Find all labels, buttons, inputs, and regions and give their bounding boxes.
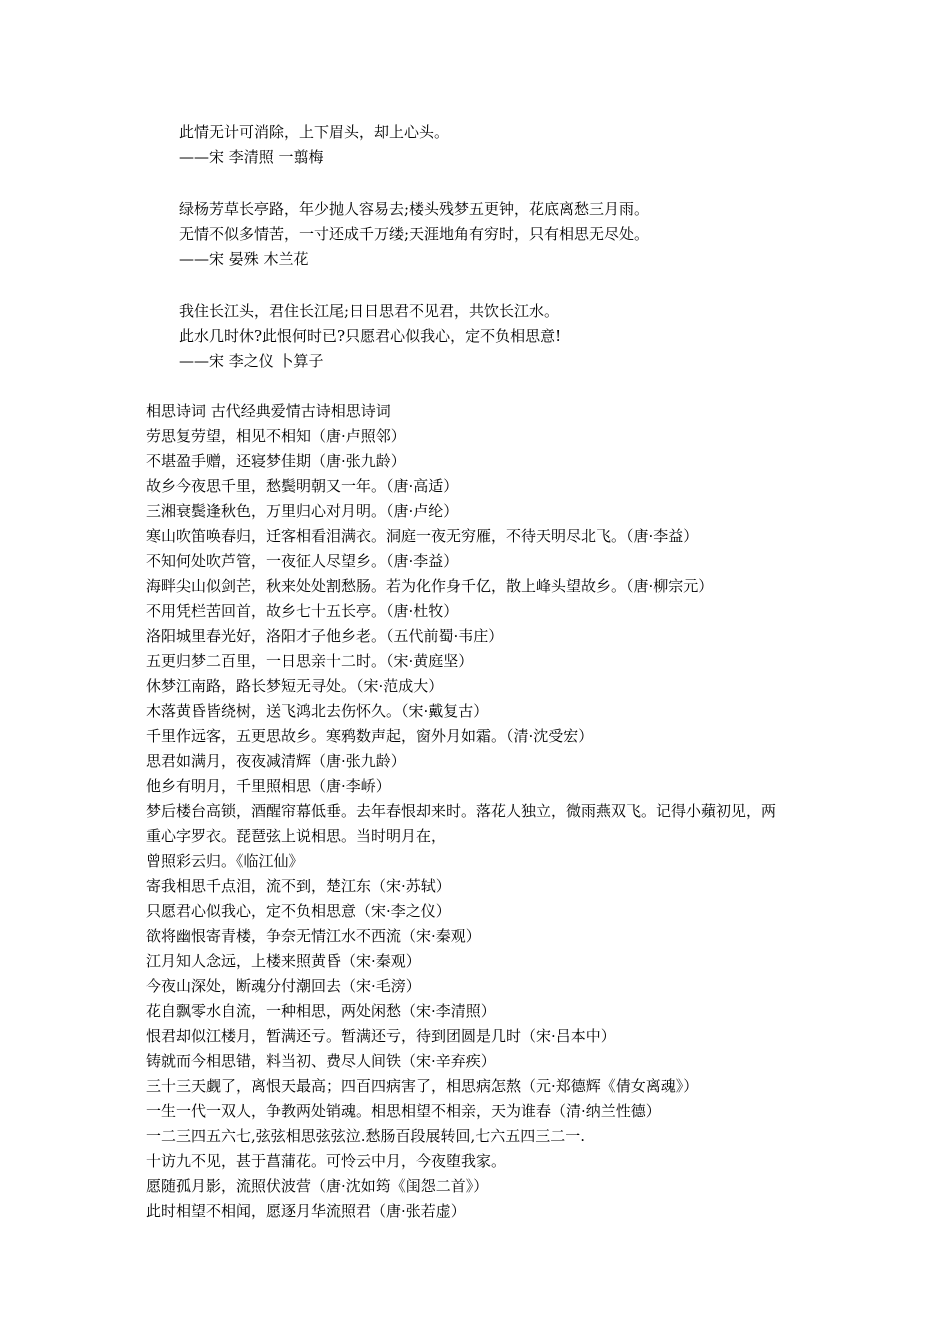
poem-line: 无情不似多情苦，一寸还成千万缕;天涯地角有穷时，只有相思无尽处。	[179, 225, 650, 243]
list-item: 此时相望不相闻，愿逐月华流照君（唐·张若虚）	[146, 1202, 466, 1220]
list-item: 只愿君心似我心，定不负相思意（宋·李之仪）	[146, 902, 451, 920]
list-item: 一二三四五六七,弦弦相思弦弦泣.愁肠百段展转回,七六五四三二一.	[146, 1127, 586, 1145]
poem-line: 此情无计可消除，上下眉头，却上心头。	[179, 123, 450, 141]
list-item: 花自飘零水自流，一种相思，两处闲愁（宋·李清照）	[146, 1002, 496, 1020]
list-item: 梦后楼台高锁，酒醒帘幕低垂。去年春恨却来时。落花人独立，微雨燕双飞。记得小蘋初见，两	[146, 802, 777, 820]
poem-attribution: ——宋 晏殊 木兰花	[179, 250, 309, 268]
list-item: 休梦江南路，路长梦短无寻处。（宋·范成大）	[146, 677, 444, 695]
list-item: 五更归梦二百里，一日思亲十二时。（宋·黄庭坚）	[146, 652, 474, 670]
list-item: 恨君却似江楼月，暂满还亏。暂满还亏，待到团圆是几时（宋·吕本中）	[146, 1027, 616, 1045]
list-item: 寒山吹笛唤春归，迁客相看泪满衣。洞庭一夜无穷雁，不待天明尽北飞。（唐·李益）	[146, 527, 699, 545]
list-item: 十访九不见，甚于菖蒲花。可怜云中月，今夜堕我家。	[146, 1152, 507, 1170]
poem-stanza	[179, 120, 879, 170]
list-item: 思君如满月，夜夜减清辉（唐·张九龄）	[146, 752, 406, 770]
list-item: 海畔尖山似剑芒，秋来处处割愁肠。若为化作身千亿，散上峰头望故乡。（唐·柳宗元）	[146, 577, 714, 595]
list-item: 劳思复劳望，相见不相知（唐·卢照邻）	[146, 427, 406, 445]
list-item: 寄我相思千点泪，流不到，楚江东（宋·苏轼）	[146, 877, 451, 895]
poem-stanza	[179, 197, 879, 272]
list-item: 木落黄昏皆绕树，送飞鸿北去伤怀久。（宋·戴复古）	[146, 702, 489, 720]
poem-line: 绿杨芳草长亭路，年少抛人容易去;楼头残梦五更钟，花底离愁三月雨。	[179, 200, 650, 218]
poem-attribution: ——宋 李之仪 卜算子	[179, 352, 324, 370]
verse-list	[146, 399, 826, 1224]
list-item: 曾照彩云归。《临江仙》	[146, 852, 304, 870]
list-item: 欲将幽恨寄青楼，争奈无情江水不西流（宋·秦观）	[146, 927, 481, 945]
list-item: 铸就而今相思错，料当初、费尽人间铁（宋·辛弃疾）	[146, 1052, 496, 1070]
list-item: 不堪盈手赠，还寝梦佳期（唐·张九龄）	[146, 452, 406, 470]
poem-excerpts	[179, 120, 879, 401]
list-heading: 相思诗词 古代经典爱情古诗相思诗词	[146, 402, 391, 420]
poem-stanza	[179, 299, 879, 374]
poem-attribution: ——宋 李清照 一翦梅	[179, 148, 324, 166]
list-item: 千里作远客，五更思故乡。寒鸦数声起，窗外月如霜。（清·沈受宏）	[146, 727, 594, 745]
list-item: 洛阳城里春光好，洛阳才子他乡老。（五代前蜀·韦庄）	[146, 627, 504, 645]
list-item: 不用凭栏苦回首，故乡七十五长亭。（唐·杜牧）	[146, 602, 459, 620]
list-item: 不知何处吹芦管，一夜征人尽望乡。（唐·李益）	[146, 552, 459, 570]
list-item: 重心字罗衣。琵琶弦上说相思。当时明月在，	[146, 827, 447, 845]
list-item: 江月知人念远，上楼来照黄昏（宋·秦观）	[146, 952, 421, 970]
poem-line: 此水几时休?此恨何时已?只愿君心似我心，定不负相思意!	[179, 327, 562, 345]
poem-line: 我住长江头，君住长江尾;日日思君不见君，共饮长江水。	[179, 302, 560, 320]
list-item: 故乡今夜思千里，愁鬓明朝又一年。（唐·高适）	[146, 477, 459, 495]
list-item: 三十三天觑了，离恨天最高；四百四病害了，相思病怎熬（元·郑德辉《倩女离魂》）	[146, 1077, 699, 1095]
list-item: 三湘衰鬓逢秋色，万里归心对月明。（唐·卢纶）	[146, 502, 459, 520]
list-item: 一生一代一双人，争教两处销魂。相思相望不相亲，天为谁春（清·纳兰性德）	[146, 1102, 661, 1120]
list-item: 愿随孤月影，流照伏波营（唐·沈如筠《闺怨二首》）	[146, 1177, 489, 1195]
list-item: 他乡有明月，千里照相思（唐·李峤）	[146, 777, 391, 795]
list-item: 今夜山深处，断魂分付潮回去（宋·毛滂）	[146, 977, 421, 995]
